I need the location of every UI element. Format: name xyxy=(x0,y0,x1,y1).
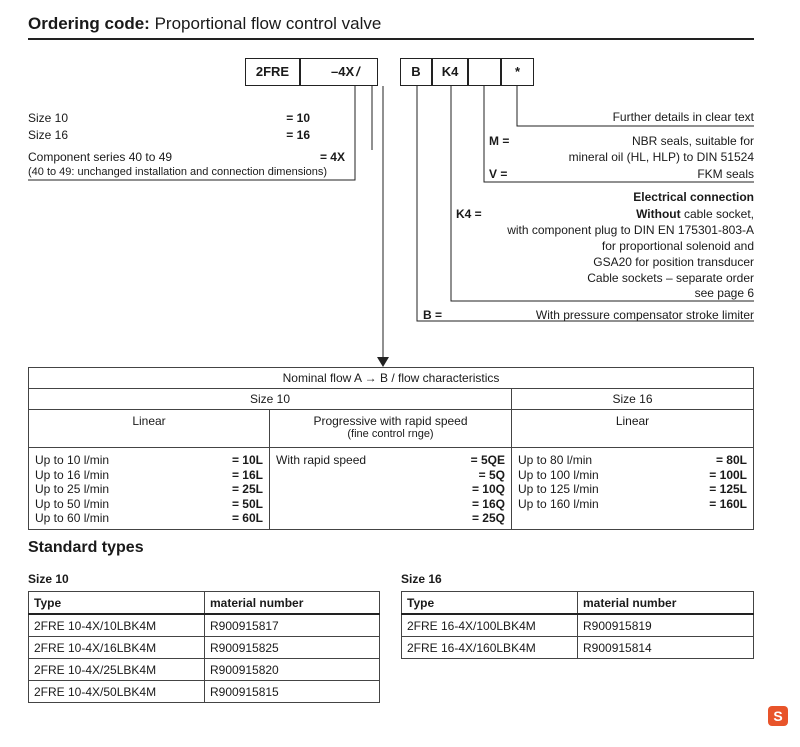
flow-code: = 60L xyxy=(231,511,263,525)
flow-row xyxy=(35,497,263,512)
v-code: V = xyxy=(489,167,508,181)
table-row xyxy=(29,659,380,681)
standard-types-title: Standard types xyxy=(28,539,144,556)
flow-code: = 5QE xyxy=(470,453,505,467)
material-cell: R900915814 xyxy=(578,637,754,659)
table-header-row xyxy=(29,592,380,615)
flow-row xyxy=(35,482,263,497)
code-box-k4: K4 xyxy=(432,58,468,86)
title-bold: Ordering code: xyxy=(28,14,150,33)
option-size16-code: = 16 xyxy=(286,128,310,142)
flow-label: Up to 60 l/min xyxy=(35,511,110,525)
k4-code: K4 = xyxy=(456,207,482,221)
col-type-header: Type xyxy=(402,592,578,615)
progressive-header xyxy=(270,410,512,448)
flow-label: Up to 125 l/min xyxy=(518,482,599,496)
flow-row xyxy=(35,453,263,468)
col-type-header: Type xyxy=(29,592,205,615)
type-cell: 2FRE 10-4X/16LBK4M xyxy=(29,637,205,659)
col2-body xyxy=(270,448,512,530)
type-cell: 2FRE 10-4X/50LBK4M xyxy=(29,681,205,703)
col3-body xyxy=(512,448,753,530)
table-row xyxy=(402,637,754,659)
flow-code: = 80L xyxy=(715,453,747,467)
flow-row xyxy=(35,468,263,483)
flow-code: = 10L xyxy=(231,453,263,467)
flow-code: = 100L xyxy=(709,467,747,482)
m-code: M = xyxy=(489,134,510,148)
k4-line3: GSA20 for position transducer xyxy=(593,255,754,269)
k4-line1: with component plug to DIN EN 175301-803-A xyxy=(507,223,754,237)
b-text: With pressure compensator stroke limiter xyxy=(535,308,754,322)
progressive-line2: (fine control rnge) xyxy=(347,428,434,440)
flow-row xyxy=(518,497,747,512)
table-row xyxy=(29,681,380,703)
code-box-base: 2FRE xyxy=(245,58,300,86)
col-material-header: material number xyxy=(205,592,380,615)
k4-line2: for proportional solenoid and xyxy=(601,239,754,253)
col-material-header: material number xyxy=(578,592,754,615)
flow-code: = 16Q xyxy=(471,496,505,511)
flow-code: = 5Q xyxy=(478,467,505,482)
b-code: B = xyxy=(423,308,443,322)
material-cell: R900915817 xyxy=(205,614,380,637)
flow-row xyxy=(35,511,263,526)
material-cell: R900915825 xyxy=(205,637,380,659)
type-cell: 2FRE 10-4X/25LBK4M xyxy=(29,659,205,681)
table-row xyxy=(29,614,380,637)
flow-title: Nominal flow A → B / flow characteristics xyxy=(29,368,753,389)
flow-label: Up to 80 l/min xyxy=(518,453,593,467)
flow-row xyxy=(518,453,747,468)
flow-label: With rapid speed xyxy=(276,453,367,467)
v-text: FKM seals xyxy=(697,167,754,181)
without-rest: cable socket, xyxy=(680,207,754,221)
flow-label: Up to 10 l/min xyxy=(35,453,110,467)
without-line xyxy=(636,207,754,221)
code-box-b: B xyxy=(400,58,432,86)
flow-code: = 25Q xyxy=(471,511,505,525)
flow-label: Up to 16 l/min xyxy=(35,467,110,482)
table-row xyxy=(402,614,754,637)
flow-code: = 25L xyxy=(231,482,263,496)
flow-code: = 10Q xyxy=(471,482,505,496)
code-box-star: * xyxy=(501,58,534,86)
size10-table xyxy=(28,591,380,703)
flow-code: = 125L xyxy=(709,482,747,496)
option-size10-code: = 10 xyxy=(286,111,310,125)
flow-label: Up to 160 l/min xyxy=(518,496,599,511)
size10-title: Size 10 xyxy=(28,572,69,586)
k4-line4: Cable sockets – separate order xyxy=(587,271,754,285)
material-cell: R900915820 xyxy=(205,659,380,681)
option-size16-label: Size 16 xyxy=(28,128,69,142)
option-series-note: (40 to 49: unchanged installation and connection dimensions) xyxy=(28,166,328,178)
option-series-label: Component series 40 to 49 xyxy=(28,150,173,164)
without-bold: Without xyxy=(636,207,681,221)
type-cell: 2FRE 10-4X/10LBK4M xyxy=(29,614,205,637)
s-logo-icon: S xyxy=(768,706,788,726)
option-size10-label: Size 10 xyxy=(28,111,69,125)
m-line1: NBR seals, suitable for xyxy=(631,134,754,148)
linear16-header: Linear xyxy=(512,410,753,448)
size16-table xyxy=(401,591,754,659)
flow-row xyxy=(518,468,747,483)
flow-code: = 16L xyxy=(231,467,263,482)
title-rest: Proportional flow control valve xyxy=(149,14,382,33)
table-row xyxy=(29,637,380,659)
flow-label: Up to 100 l/min xyxy=(518,467,599,482)
type-cell: 2FRE 16-4X/160LBK4M xyxy=(402,637,578,659)
size16-header: Size 16 xyxy=(512,389,753,410)
table-header-row xyxy=(402,592,754,615)
further-details: Further details in clear text xyxy=(612,110,754,124)
flow-row xyxy=(518,482,747,497)
type-cell: 2FRE 16-4X/100LBK4M xyxy=(402,614,578,637)
size16-title: Size 16 xyxy=(401,572,442,586)
elec-title: Electrical connection xyxy=(633,190,754,204)
material-cell: R900915819 xyxy=(578,614,754,637)
flow-table xyxy=(28,367,754,530)
m-line2: mineral oil (HL, HLP) to DIN 51524 xyxy=(568,150,754,164)
flow-label: Up to 50 l/min xyxy=(35,496,110,511)
option-series-code: = 4X xyxy=(319,150,345,164)
size10-header: Size 10 xyxy=(29,389,512,410)
flow-code: = 50L xyxy=(231,496,263,511)
k4-line5: see page 6 xyxy=(694,286,754,300)
code-series-text: –4X xyxy=(331,64,355,79)
col1-body xyxy=(29,448,270,530)
progressive-line1: Progressive with rapid speed xyxy=(313,414,468,428)
code-slash-text: / xyxy=(356,64,360,79)
flow-code: = 160L xyxy=(709,496,747,511)
linear-header: Linear xyxy=(29,410,270,448)
material-cell: R900915815 xyxy=(205,681,380,703)
flow-label: Up to 25 l/min xyxy=(35,482,110,496)
flow-row xyxy=(276,453,505,468)
